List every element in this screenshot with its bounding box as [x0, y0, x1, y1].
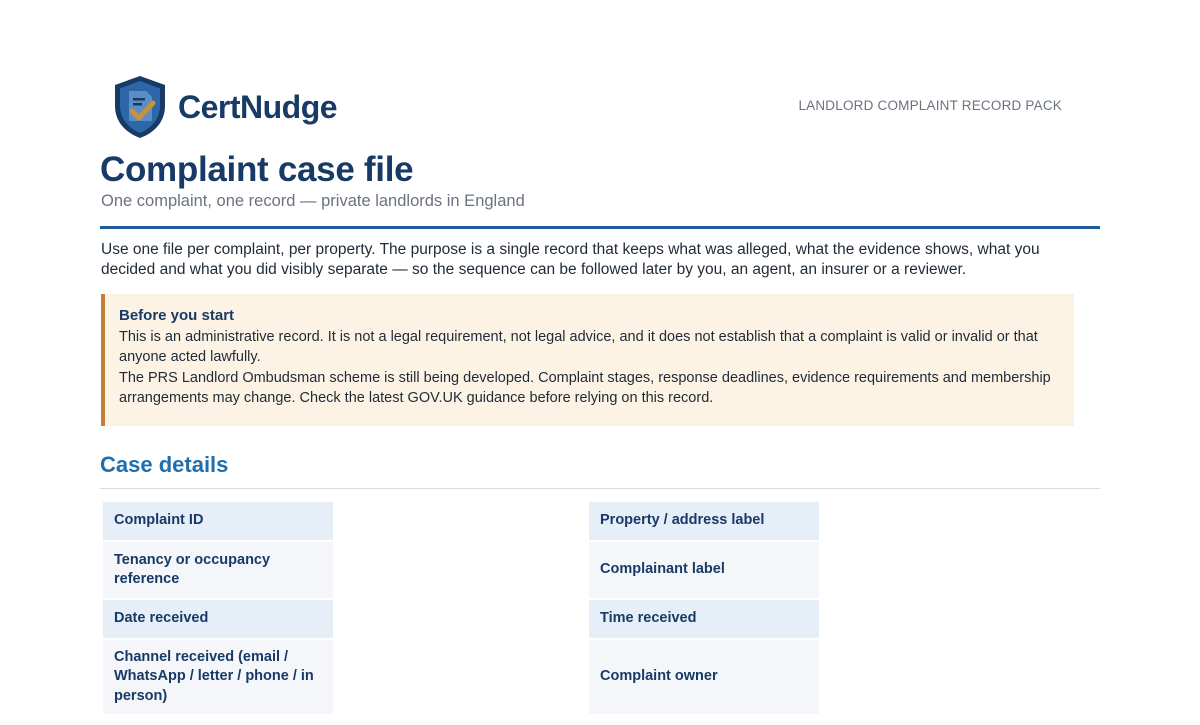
page-subtitle: One complaint, one record — private landlords in England	[101, 192, 525, 210]
field-label-channel-received: Channel received (email / WhatsApp / letter / phone / in person)	[103, 640, 333, 714]
field-label-complaint-id: Complaint ID	[103, 502, 333, 540]
case-details-right-column	[589, 502, 819, 716]
shield-document-check-icon	[112, 74, 168, 140]
field-label-date-received: Date received	[103, 600, 333, 638]
page-title: Complaint case file	[100, 150, 414, 189]
field-label-time-received: Time received	[589, 600, 819, 638]
callout-paragraph: The PRS Landlord Ombudsman scheme is still being developed. Complaint stages, response deadlines, evidence requirements and membership arrangements may change. Check the latest GOV.UK guidance before relying on this record.	[119, 370, 1051, 406]
field-label-tenancy-reference: Tenancy or occupancy reference	[103, 542, 333, 598]
field-label-complaint-owner: Complaint owner	[589, 640, 819, 714]
before-you-start-callout	[101, 294, 1074, 426]
case-details-left-column	[103, 502, 333, 716]
pack-label: LANDLORD COMPLAINT RECORD PACK	[798, 98, 1062, 113]
field-label-property-address: Property / address label	[589, 502, 819, 540]
section-divider	[100, 488, 1100, 489]
intro-paragraph: Use one file per complaint, per property. The purpose is a single record that keeps what was alleged, what the evidence shows, what you decided and what you did visibly separate — so the sequence can be followed later by you, an agent, an insurer or a reviewer.	[101, 241, 1040, 278]
brand-name: CertNudge	[178, 88, 338, 125]
logo	[112, 74, 337, 140]
section-heading-case-details: Case details	[100, 452, 229, 477]
title-divider	[100, 226, 1100, 229]
field-label-complainant: Complainant label	[589, 542, 819, 598]
header	[100, 72, 1062, 142]
callout-paragraph: This is an administrative record. It is not a legal requirement, not legal advice, and it does not establish that a complaint is valid or invalid or that anyone acted lawfully.	[119, 329, 1038, 365]
callout-title: Before you start	[119, 307, 235, 324]
